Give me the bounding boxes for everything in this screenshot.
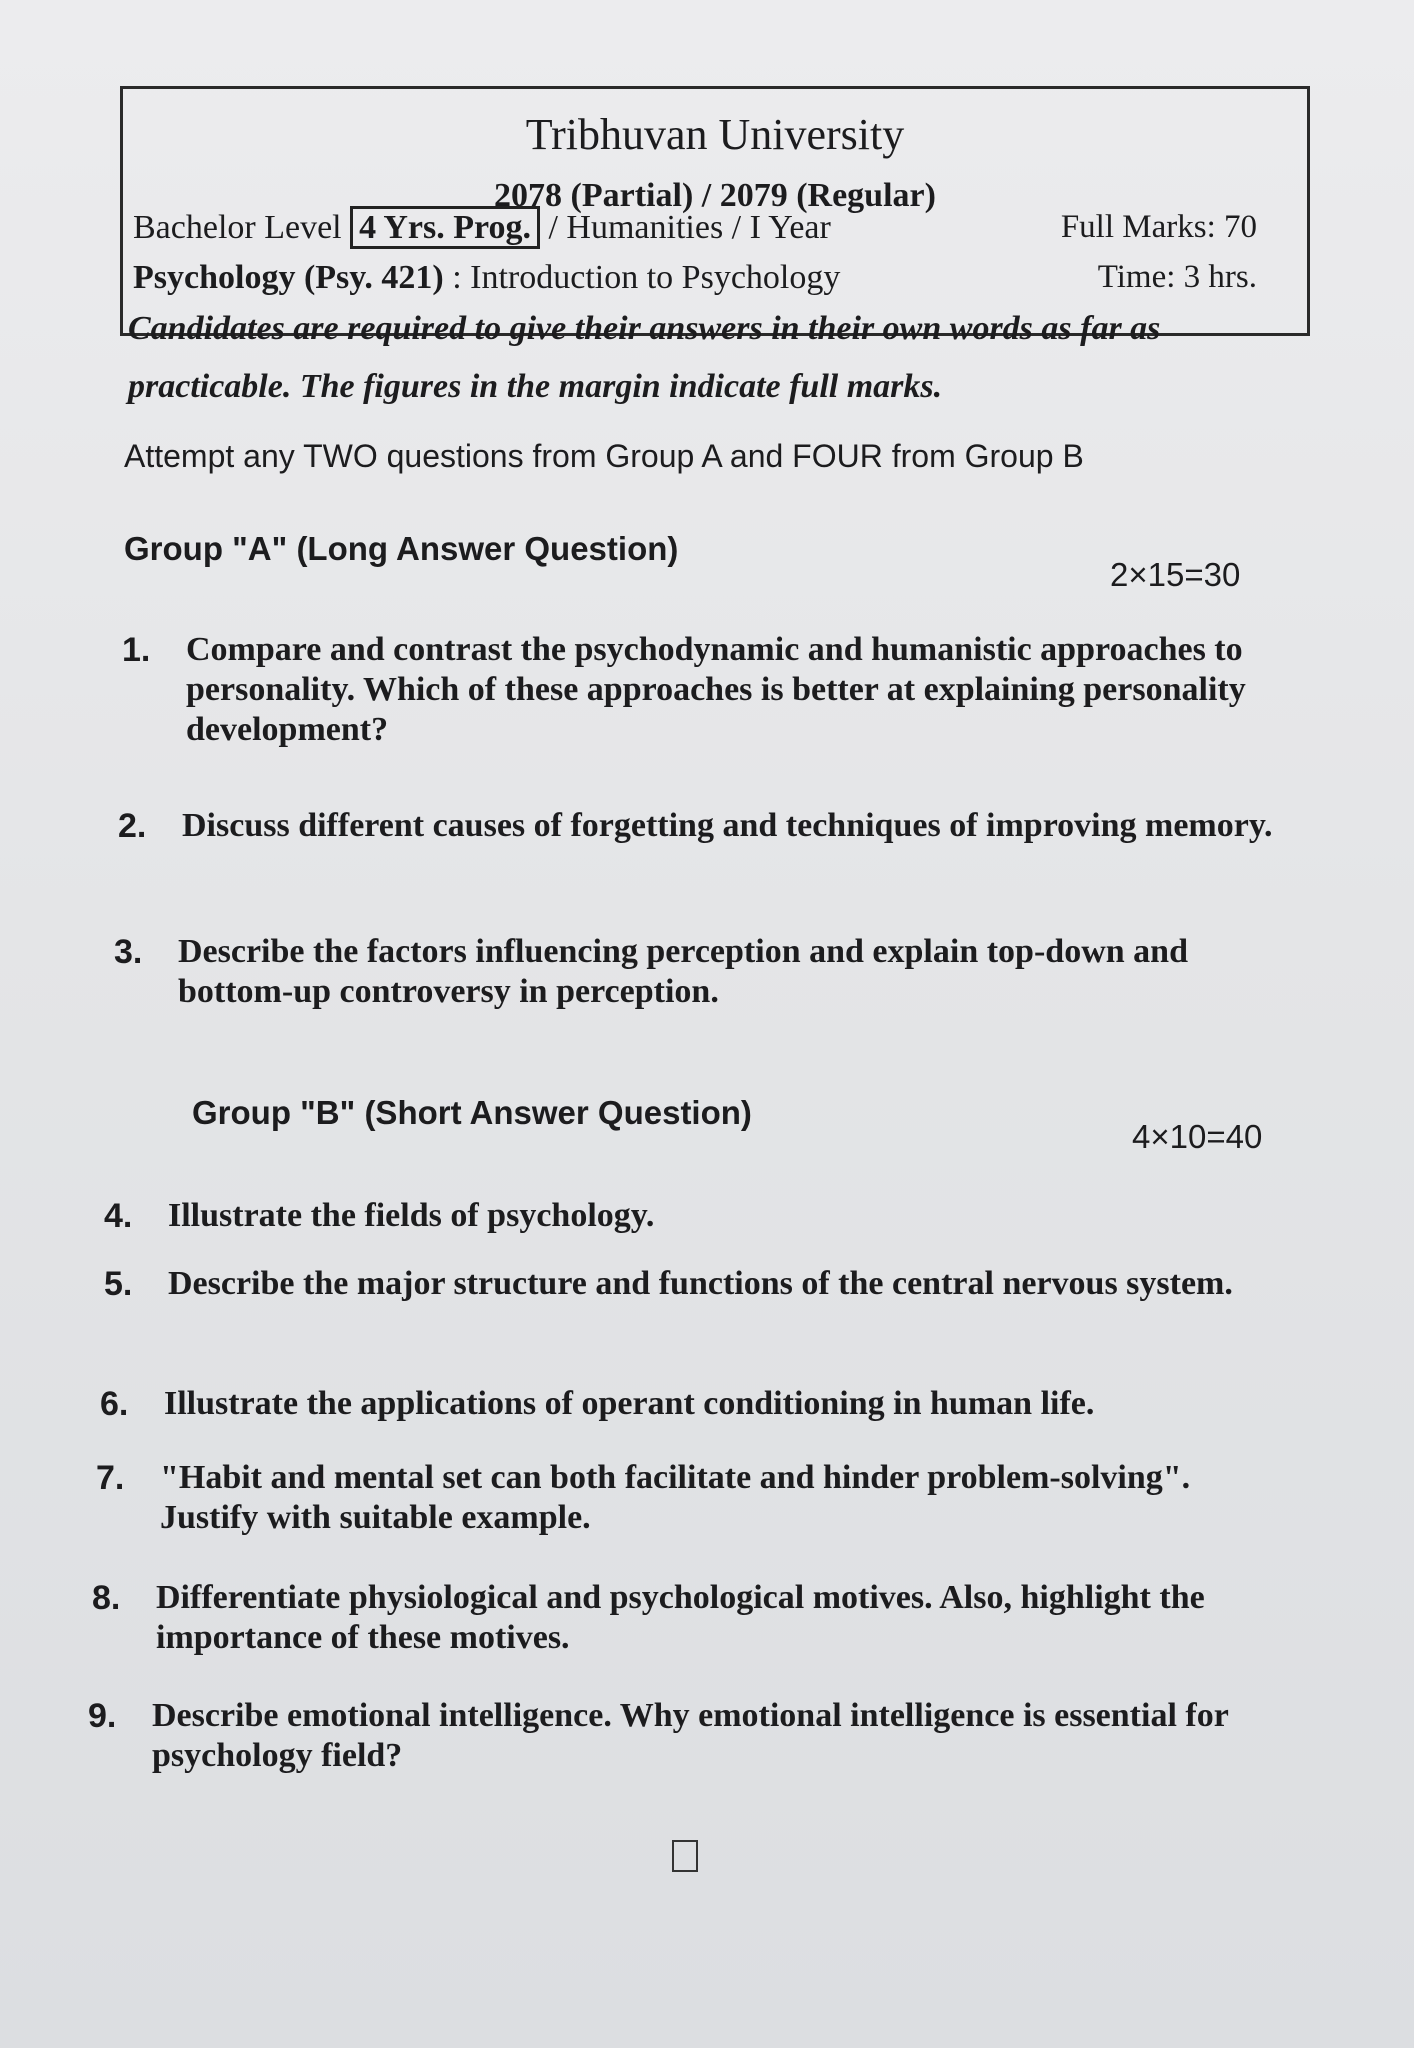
question-text: Compare and contrast the psychodynamic and humanistic approaches to personality. Which of these approaches is better at explaining personality development? <box>186 631 1246 748</box>
question-2 <box>118 806 1312 846</box>
university-name: Tribhuvan University <box>525 110 905 159</box>
group-b-title: Group "B" (Short Answer Question) <box>192 1094 752 1131</box>
attempt-instruction: Attempt any TWO questions from Group A and FOUR from Group B <box>124 438 1084 474</box>
question-8 <box>92 1578 1286 1658</box>
program-label: 4 Yrs. Prog. <box>350 206 540 249</box>
question-7 <box>96 1458 1290 1538</box>
question-6 <box>100 1384 1294 1424</box>
full-marks: Full Marks: 70 <box>1060 209 1257 245</box>
program-row <box>133 209 1297 247</box>
subject-row <box>133 259 1297 297</box>
question-3 <box>114 932 1308 1012</box>
question-number: 4. <box>104 1197 133 1235</box>
question-text: Describe the factors influencing perception and explain top-down and bottom-up controversy in perception. <box>178 933 1188 1010</box>
question-5 <box>104 1264 1298 1304</box>
faculty-year-label: / Humanities / I Year <box>548 209 831 246</box>
candidate-instructions: Candidates are required to give their answers in their own words as far as practicable. The figures in the margin indicate full marks. <box>128 310 1161 405</box>
subject-title: : Introduction to Psychology <box>452 259 841 296</box>
question-4 <box>104 1196 1298 1236</box>
exam-session: 2078 (Partial) / 2079 (Regular) <box>494 177 936 214</box>
level-label: Bachelor Level <box>133 209 342 246</box>
group-b-marks: 4×10=40 <box>1132 1118 1263 1155</box>
question-text: "Habit and mental set can both facilitate and hinder problem-solving". Justify with suitable example. <box>160 1459 1191 1536</box>
exam-time: Time: 3 hrs. <box>1097 259 1257 295</box>
header-box <box>120 86 1310 336</box>
question-number: 7. <box>96 1459 125 1497</box>
question-number: 9. <box>88 1697 117 1735</box>
question-number: 8. <box>92 1579 121 1617</box>
question-number: 1. <box>122 631 151 669</box>
question-9 <box>88 1696 1282 1776</box>
group-a-marks: 2×15=30 <box>1110 556 1241 593</box>
question-number: 2. <box>118 807 147 845</box>
question-number: 3. <box>114 933 143 971</box>
question-1 <box>122 630 1316 750</box>
question-text: Describe the major structure and functions of the central nervous system. <box>168 1265 1233 1302</box>
question-number: 5. <box>104 1265 133 1303</box>
question-text: Describe emotional intelligence. Why emotional intelligence is essential for psychology field? <box>152 1697 1229 1774</box>
question-text: Illustrate the fields of psychology. <box>168 1197 655 1234</box>
subject-code: Psychology (Psy. 421) <box>133 259 444 296</box>
question-text: Discuss different causes of forgetting and techniques of improving memory. <box>182 807 1273 844</box>
end-mark-box <box>672 1840 698 1872</box>
question-number: 6. <box>100 1385 129 1423</box>
question-text: Differentiate physiological and psychological motives. Also, highlight the importance of these motives. <box>156 1579 1205 1656</box>
question-text: Illustrate the applications of operant conditioning in human life. <box>164 1385 1095 1422</box>
group-a-title: Group "A" (Long Answer Question) <box>124 530 679 567</box>
